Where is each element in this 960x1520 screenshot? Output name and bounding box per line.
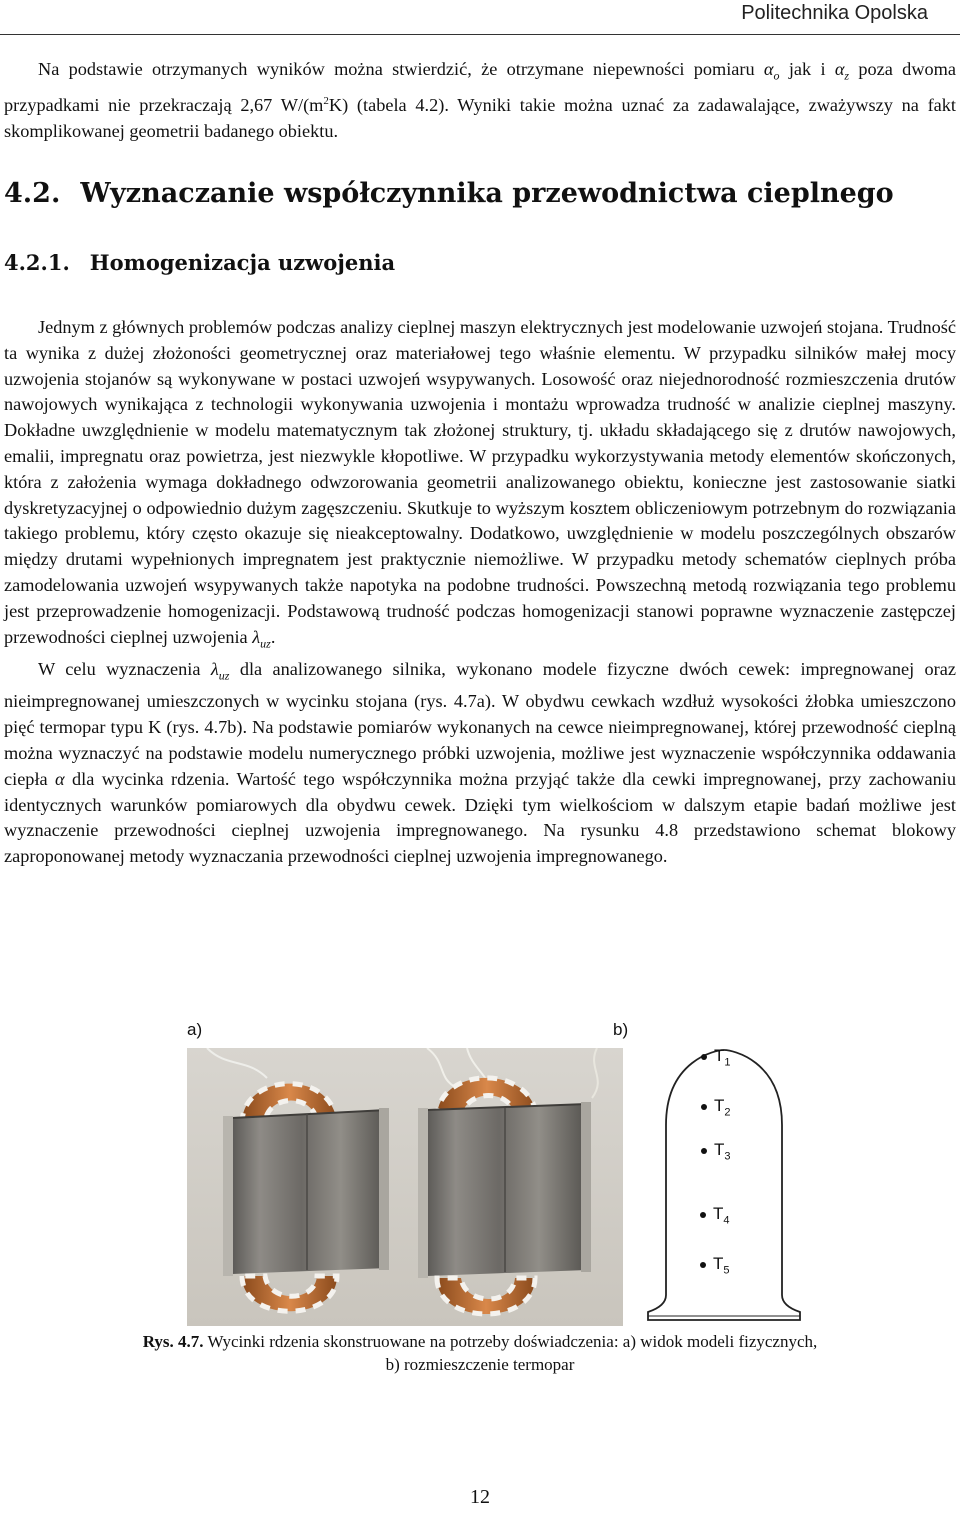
body-paragraph-2: W celu wyznaczenia $\lambda_{uz}$ dla analizowanego silnika, wykonano modele fizyczne dwóch cewek: impregnowanej oraz nieimpregnowanej umieszczonych w wycinku stojana (rys. 4.7a). W obydwu cewkach wzdłuż wysokości żłobka umieszczono pięć termopar typu K (rys. 4.7b). Na podstawie pomiarów wykonanych na cewce nieimpregnowanej, której przewodność cieplną można wyznaczyć na podstawie modelu numerycznego próbki uzwojenia, możliwe jest wyznaczenie współczynnika oddawania ciepła α dla wycinka rdzenia. Wartość tego współczynnika można przyjąć także dla cewki impregnowanej, przy zachowaniu identycznych warunków pomiarowych dla obydwu cewek. Dzięki tym wielkościom w dalszym etapie badań możliwe jest wyznaczenie przewodności cieplnej uzwojenia impregnowanego. Na rysunku 4.8 przedstawiono schemat blokowy zaproponowanej metody wyznaczania przewodności cieplnej uzwojenia impregnowanego.: [4, 659, 956, 867]
figure-label-a: a): [187, 1020, 203, 1039]
section-title: Wyznaczanie współczynnika przewodnictwa cieplnego: [80, 178, 894, 209]
thermocouple-dot: [701, 1148, 707, 1154]
thermocouple-t5: $T_5$: [700, 1254, 730, 1276]
page-header: [0, 0, 960, 36]
figure-label-b: b): [613, 1020, 629, 1039]
caption-line-1: Rys. 4.7. Wycinki rdzenia skonstruowane na potrzeby doświadczenia: a) widok modeli fizycznych,: [142, 1332, 818, 1351]
slot-thermocouple-diagram: [636, 1040, 876, 1330]
coil-models-photo: [187, 1048, 623, 1326]
caption-line-2: b) rozmieszczenie termopar: [385, 1355, 575, 1374]
section-heading: [4, 178, 894, 209]
header-rule: [0, 34, 960, 35]
thermocouple-t3: $T_3$: [701, 1140, 731, 1162]
thermocouple-dot: [701, 1054, 707, 1060]
thermocouple-dot: [700, 1212, 706, 1218]
body-paragraph-1: Jednym z głównych problemów podczas analizy cieplnej maszyn elektrycznych jest modelowanie uzwojeń stojana. Trudność ta wynika z dużej złożoności geometrycznej oraz materiałowej tego właśnie elementu. W przypadku silników małej mocy uzwojenia stojanów są wykonywane w postaci uzwojeń wsypywanych. Losowość oraz niejednorodność rozmieszczenia drutów nawojowych wynikająca z technologii wykonywania uzwojenia i montażu wprowadza trudność w analizie cieplnej maszyny. Dokładne uwzględnienie w modelu matematycznym tak złożonej struktury, tj. układu składającego się z drutów nawojowych, emalii, impregnatu oraz powietrza, jest niezwykle kłopotliwe. W przypadku wykorzystywania metody elementów skończonych, która z założenia wymaga dokładnego odwzorowania geometrii analizowanego obiektu, konieczne jest zastosowanie siatki dyskretyzacyjnej o odpowiednio dużym zagęszczeniu. Skutkuje to wyższym kosztem obliczeniowym potrzebnym do rozwiązania takiego problemu, który często okazuje się nieakceptowalny. Dodatkowo, uwzględnienie w modelu poszczególnych obszarów między drutami wypełnionych impregnatem jest praktycznie niemożliwe. W przypadku metody schematów cieplnych próba zamodelowania uzwojeń wsypywanych także napotyka na podobne trudności. Powszechną metodą rozwiązania tego problemu jest przeprowadzenie homogenizacji. Podstawową trudność podczas homogenizacji stanowi poprawne wyznaczenie zastępczej przewodności cieplnej uzwojenia $\lambda_{uz}$.: [4, 317, 956, 651]
thermocouple-t4: $T_4$: [700, 1204, 730, 1226]
intro-paragraph: Na podstawie otrzymanych wyników można stwierdzić, że otrzymane niepewności pomiaru $\alpha_o$ jak i $\alpha_z$ poza dwoma przypadkami nie przekraczają 2,67 $W/(m^2K)$ (tabela 4.2). Wyniki takie można uznać za zadawalające, zważywszy na fakt skomplikowanej geometrii badanego obiektu.: [4, 59, 956, 142]
section-number: 4.2.: [4, 178, 61, 209]
intro-block: [4, 57, 956, 145]
caption-label: Rys. 4.7.: [142, 1332, 204, 1351]
subsection-title: Homogenizacja uzwojenia: [89, 250, 396, 275]
figure-caption: [0, 1330, 960, 1376]
subsection-number: 4.2.1.: [4, 250, 70, 275]
thermocouple-t2: $T_2$: [701, 1096, 731, 1118]
page-number: 12: [470, 1486, 490, 1508]
thermocouple-dot: [701, 1104, 707, 1110]
header-institution: Politechnika Opolska: [741, 2, 928, 24]
thermocouple-t1: $T_1$: [701, 1046, 731, 1068]
thermocouple-dot: [700, 1262, 706, 1268]
subsection-heading: [4, 250, 395, 275]
body-block: [4, 315, 956, 870]
